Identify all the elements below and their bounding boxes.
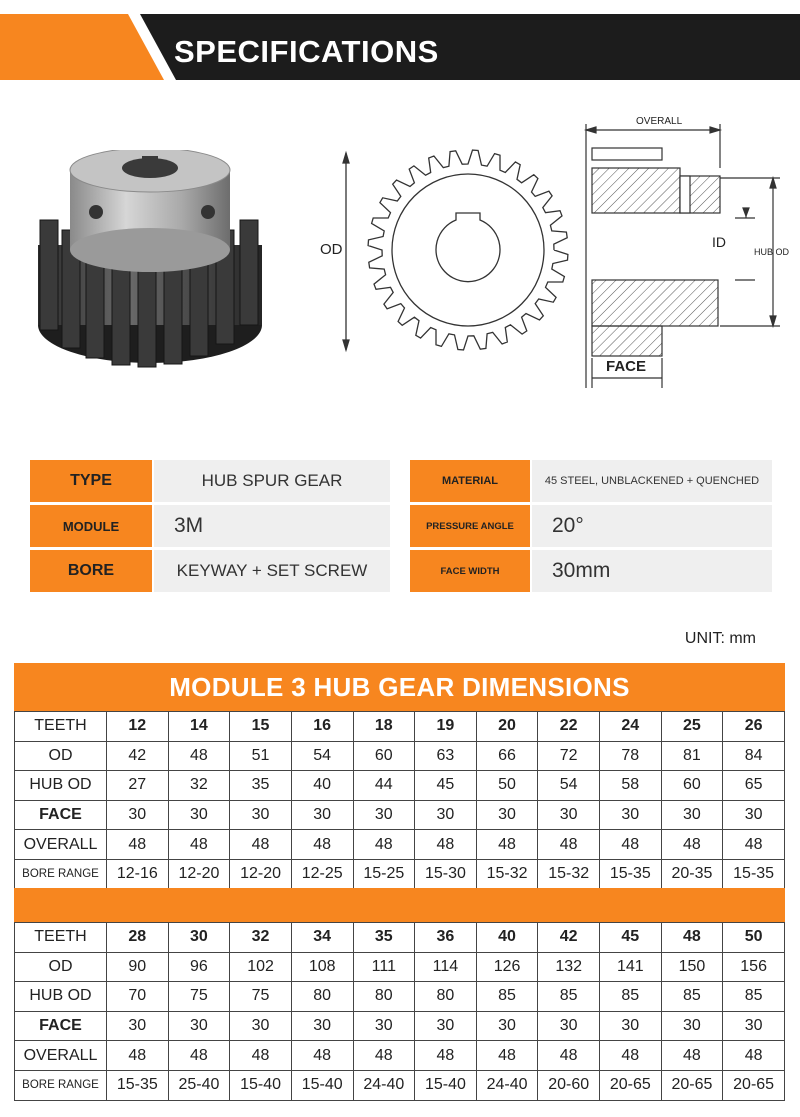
table-cell: 75	[168, 982, 230, 1012]
table-cell: 48	[538, 1041, 600, 1071]
table-cell: 42	[538, 923, 600, 953]
table-cell: 30	[168, 923, 230, 953]
bore-value: KEYWAY + SET SCREW	[154, 550, 390, 592]
row-header-face: FACE	[15, 800, 107, 830]
table-cell: 30	[476, 1011, 538, 1041]
table-cell: 15-35	[600, 859, 662, 889]
table-cell: 30	[723, 800, 785, 830]
table-cell: 85	[538, 982, 600, 1012]
table-cell: 30	[600, 800, 662, 830]
table-cell: 70	[107, 982, 169, 1012]
table-cell: 40	[291, 771, 353, 801]
table-cell: 48	[476, 1041, 538, 1071]
table-cell: 30	[538, 800, 600, 830]
table-row-hub-od	[15, 982, 785, 1012]
face-label: FACE	[606, 358, 647, 375]
table-cell: 48	[661, 1041, 723, 1071]
module-value: 3M	[154, 505, 390, 547]
table-cell: 30	[353, 1011, 415, 1041]
table-cell: 132	[538, 952, 600, 982]
table-cell: 28	[107, 923, 169, 953]
table-cell: 60	[353, 741, 415, 771]
row-header-teeth: TEETH	[15, 923, 107, 953]
table-cell: 44	[353, 771, 415, 801]
table-cell: 48	[661, 830, 723, 860]
material-value: 45 STEEL, UNBLACKENED + QUENCHED	[532, 460, 772, 502]
overall-label: OVERALL	[636, 116, 683, 127]
dimensions-table-2	[14, 922, 785, 1101]
table-cell: 48	[353, 830, 415, 860]
table-cell: 48	[415, 830, 477, 860]
table-cell: 96	[168, 952, 230, 982]
table-cell: 30	[476, 800, 538, 830]
table-cell: 15	[230, 712, 292, 742]
table-cell: 48	[168, 830, 230, 860]
table-cell: 150	[661, 952, 723, 982]
table-cell: 48	[723, 830, 785, 860]
table-cell: 30	[353, 800, 415, 830]
table-cell: 85	[661, 982, 723, 1012]
table-cell: 40	[476, 923, 538, 953]
table-cell: 30	[107, 800, 169, 830]
table-cell: 15-40	[415, 1070, 477, 1100]
table-cell: 15-35	[723, 859, 785, 889]
table-cell: 108	[291, 952, 353, 982]
table-cell: 18	[353, 712, 415, 742]
table-cell: 42	[107, 741, 169, 771]
table-cell: 48	[168, 741, 230, 771]
table-cell: 51	[230, 741, 292, 771]
table-cell: 48	[600, 1041, 662, 1071]
table-row-overall	[15, 830, 785, 860]
table-cell: 15-35	[107, 1070, 169, 1100]
od-label: OD	[320, 241, 343, 258]
table-cell: 15-30	[415, 859, 477, 889]
table-cell: 126	[476, 952, 538, 982]
table-cell: 20-35	[661, 859, 723, 889]
table-cell: 54	[291, 741, 353, 771]
table-cell: 66	[476, 741, 538, 771]
type-value: HUB SPUR GEAR	[154, 460, 390, 502]
table-cell: 54	[538, 771, 600, 801]
material-label: MATERIAL	[410, 460, 530, 502]
table-cell: 30	[600, 1011, 662, 1041]
table-cell: 30	[661, 1011, 723, 1041]
table-cell: 30	[168, 800, 230, 830]
table-cell: 111	[353, 952, 415, 982]
table-cell: 48	[661, 923, 723, 953]
table-cell: 12-25	[291, 859, 353, 889]
dimensions-title: MODULE 3 HUB GEAR DIMENSIONS	[169, 671, 630, 702]
row-header-overall: OVERALL	[15, 830, 107, 860]
specifications-banner	[0, 14, 800, 80]
table-cell: 63	[415, 741, 477, 771]
table-cell: 30	[538, 1011, 600, 1041]
table-row-teeth	[15, 712, 785, 742]
table-cell: 12-16	[107, 859, 169, 889]
row-header-bore-range: BORE RANGE	[15, 1070, 107, 1100]
pressure-angle-label: PRESSURE ANGLE	[410, 505, 530, 547]
table-cell: 35	[230, 771, 292, 801]
dimensions-table-1	[14, 711, 785, 890]
table-cell: 24	[600, 712, 662, 742]
table-cell: 30	[415, 800, 477, 830]
table-cell: 156	[723, 952, 785, 982]
table-cell: 84	[723, 741, 785, 771]
table-cell: 20-65	[600, 1070, 662, 1100]
table-cell: 60	[661, 771, 723, 801]
table-cell: 20-60	[538, 1070, 600, 1100]
table-cell: 15-32	[538, 859, 600, 889]
table-cell: 15-40	[230, 1070, 292, 1100]
table-cell: 48	[291, 1041, 353, 1071]
row-header-hub-od: HUB OD	[15, 771, 107, 801]
table-cell: 65	[723, 771, 785, 801]
table-cell: 85	[723, 982, 785, 1012]
table-cell: 12-20	[168, 859, 230, 889]
page-title: SPECIFICATIONS	[174, 34, 439, 69]
table-cell: 30	[168, 1011, 230, 1041]
face-width-label: FACE WIDTH	[410, 550, 530, 592]
table-cell: 48	[230, 830, 292, 860]
table-row-bore-range	[15, 859, 785, 889]
table-cell: 48	[415, 1041, 477, 1071]
table-cell: 24-40	[476, 1070, 538, 1100]
table-cell: 24-40	[353, 1070, 415, 1100]
id-label: ID	[712, 234, 726, 250]
row-header-face: FACE	[15, 1011, 107, 1041]
module-label: MODULE	[30, 505, 152, 547]
table-cell: 81	[661, 741, 723, 771]
table-cell: 30	[415, 1011, 477, 1041]
row-header-od: OD	[15, 741, 107, 771]
table-cell: 50	[723, 923, 785, 953]
table-cell: 30	[291, 800, 353, 830]
table-cell: 72	[538, 741, 600, 771]
gear-side-drawing	[570, 108, 800, 403]
table-cell: 114	[415, 952, 477, 982]
table-cell: 80	[415, 982, 477, 1012]
table-row-overall	[15, 1041, 785, 1071]
table-cell: 25	[661, 712, 723, 742]
table-cell: 14	[168, 712, 230, 742]
table-cell: 90	[107, 952, 169, 982]
table-cell: 20	[476, 712, 538, 742]
table-cell: 12-20	[230, 859, 292, 889]
table-cell: 75	[230, 982, 292, 1012]
table-row-bore-range	[15, 1070, 785, 1100]
dimensions-title-bar	[14, 663, 785, 711]
table-row-od	[15, 952, 785, 982]
table-cell: 27	[107, 771, 169, 801]
table-cell: 50	[476, 771, 538, 801]
table-cell: 32	[230, 923, 292, 953]
table-cell: 15-25	[353, 859, 415, 889]
table-cell: 19	[415, 712, 477, 742]
table-cell: 15-40	[291, 1070, 353, 1100]
table-cell: 15-32	[476, 859, 538, 889]
table-cell: 30	[723, 1011, 785, 1041]
table-cell: 48	[723, 1041, 785, 1071]
unit-label: UNIT: mm	[684, 630, 756, 647]
table-cell: 48	[168, 1041, 230, 1071]
table-cell: 48	[107, 1041, 169, 1071]
table-cell: 22	[538, 712, 600, 742]
table-row-teeth	[15, 923, 785, 953]
table-row-hub-od	[15, 771, 785, 801]
table-cell: 85	[476, 982, 538, 1012]
row-header-teeth: TEETH	[15, 712, 107, 742]
table-cell: 30	[230, 1011, 292, 1041]
table-cell: 30	[661, 800, 723, 830]
table-row-od	[15, 741, 785, 771]
table-cell: 30	[291, 1011, 353, 1041]
table-cell: 48	[230, 1041, 292, 1071]
row-header-bore-range: BORE RANGE	[15, 859, 107, 889]
table-cell: 30	[107, 1011, 169, 1041]
table-cell: 48	[353, 1041, 415, 1071]
table-cell: 16	[291, 712, 353, 742]
type-label: TYPE	[30, 460, 152, 502]
table-cell: 20-65	[723, 1070, 785, 1100]
table-cell: 12	[107, 712, 169, 742]
table-row-face	[15, 800, 785, 830]
table-cell: 80	[291, 982, 353, 1012]
table-cell: 141	[600, 952, 662, 982]
table-cell: 34	[291, 923, 353, 953]
gear-photo	[30, 150, 270, 375]
face-width-value: 30mm	[532, 550, 772, 592]
table-cell: 45	[415, 771, 477, 801]
table-cell: 58	[600, 771, 662, 801]
table-cell: 78	[600, 741, 662, 771]
table-cell: 80	[353, 982, 415, 1012]
table-cell: 35	[353, 923, 415, 953]
table-cell: 48	[107, 830, 169, 860]
table-cell: 102	[230, 952, 292, 982]
table-cell: 32	[168, 771, 230, 801]
pressure-angle-value: 20°	[532, 505, 772, 547]
table-cell: 26	[723, 712, 785, 742]
table-cell: 20-65	[661, 1070, 723, 1100]
table-cell: 36	[415, 923, 477, 953]
table-cell: 48	[291, 830, 353, 860]
hub-od-label: HUB OD	[754, 247, 790, 257]
row-header-overall: OVERALL	[15, 1041, 107, 1071]
table-cell: 25-40	[168, 1070, 230, 1100]
table-cell: 48	[476, 830, 538, 860]
table-cell: 85	[600, 982, 662, 1012]
table-cell: 48	[600, 830, 662, 860]
gear-front-drawing	[320, 145, 570, 365]
table-separator	[14, 888, 785, 922]
row-header-hub-od: HUB OD	[15, 982, 107, 1012]
table-cell: 48	[538, 830, 600, 860]
row-header-od: OD	[15, 952, 107, 982]
table-cell: 45	[600, 923, 662, 953]
bore-label: BORE	[30, 550, 152, 592]
table-row-face	[15, 1011, 785, 1041]
table-cell: 30	[230, 800, 292, 830]
